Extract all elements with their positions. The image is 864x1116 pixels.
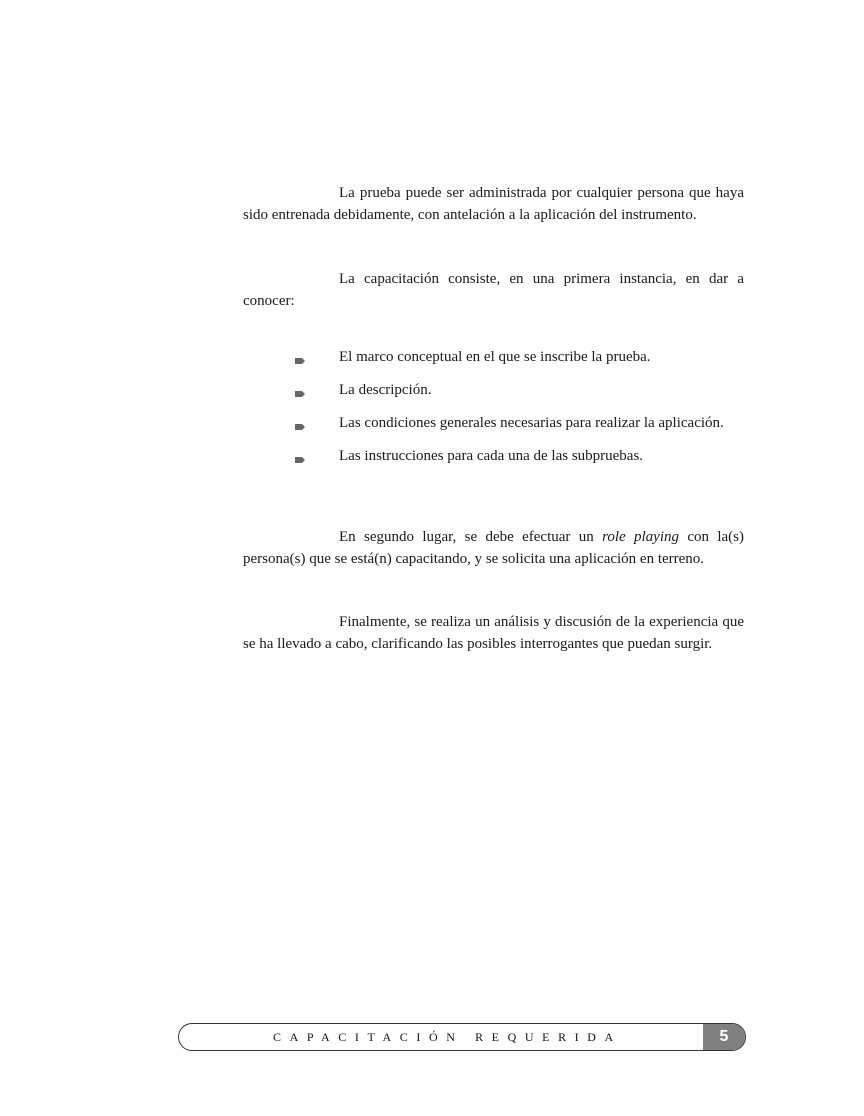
list-item (295, 440, 755, 473)
list-item (295, 374, 755, 407)
paragraph-role-playing (243, 526, 744, 570)
paragraph-administration: La prueba puede ser administrada por cualquier persona que haya sido entrenada debidamente, con antelación a la aplicación del instrumento. (243, 185, 744, 223)
training-topics-list (295, 341, 755, 473)
pencil-tip-icon (295, 389, 305, 399)
list-item (295, 407, 755, 440)
paragraph-training-intro: La capacitación consiste, en una primera instancia, en dar a conocer: (243, 271, 744, 309)
pencil-tip-icon (295, 356, 305, 366)
pencil-tip-icon (295, 422, 305, 432)
list-item-text: La descripción. (339, 382, 432, 398)
list-item (295, 341, 755, 374)
paragraph-conclusion: Finalmente, se realiza un análisis y discusión de la experiencia que se ha llevado a cabo, clarificando las posibles interrogantes que puedan surgir. (243, 614, 744, 652)
page-footer (178, 1023, 746, 1051)
list-item-text: Las instrucciones para cada una de las subpruebas. (339, 448, 644, 464)
paragraph-text: con la(s) persona(s) que se está(n) capacitando, y se solicita una aplicación en terreno. (243, 529, 744, 567)
paragraph-text: En segundo lugar, se debe efectuar un (339, 529, 603, 545)
list-item-text: Las condiciones generales necesarias para realizar la aplicación. (339, 415, 724, 431)
footer-bar (178, 1023, 746, 1051)
page-number: 5 (703, 1024, 745, 1050)
section-title: CAPACITACIÓN REQUERIDA (273, 1030, 622, 1044)
pencil-tip-icon (295, 455, 305, 465)
role-playing-term: role playing (602, 529, 680, 545)
list-item-text: El marco conceptual en el que se inscribe la prueba. (339, 349, 651, 365)
